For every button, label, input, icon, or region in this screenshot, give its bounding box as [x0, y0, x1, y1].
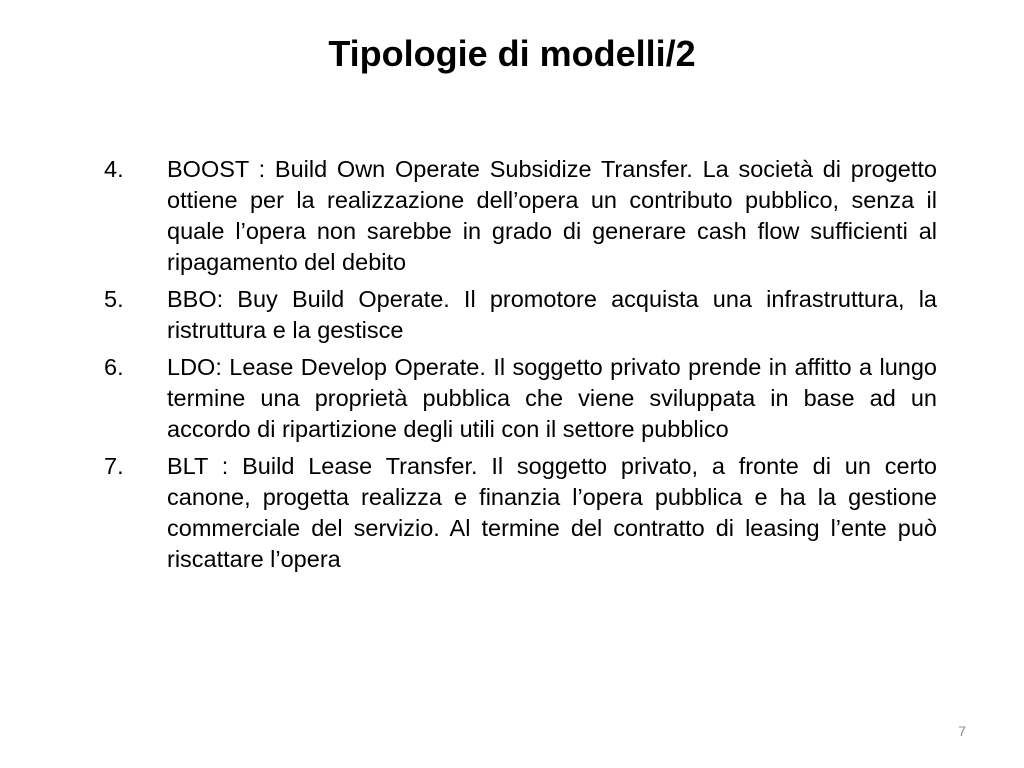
list-item-text: LDO: Lease Develop Operate. Il soggetto privato prende in affitto a lungo termine una proprietà pubblica che viene sviluppata in base ad un accordo di ripartizione degli utili con il settore pubblico — [167, 354, 937, 442]
list-item-number: 4. — [104, 156, 124, 182]
numbered-list — [104, 154, 937, 581]
page-number: 7 — [958, 723, 966, 739]
list-item — [104, 451, 937, 575]
list-item — [104, 352, 937, 445]
list-item — [104, 284, 937, 346]
list-item-number: 5. — [104, 286, 124, 312]
list-item-text: BOOST : Build Own Operate Subsidize Transfer. La società di progetto ottiene per la realizzazione dell’opera un contributo pubblico, senza il quale l’opera non sarebbe in grado di generare cash flow sufficienti al ripagamento del debito — [167, 156, 937, 275]
list-item-text: BBO: Buy Build Operate. Il promotore acquista una infrastruttura, la ristruttura e la gestisce — [167, 286, 937, 343]
list-item-text: BLT : Build Lease Transfer. Il soggetto privato, a fronte di un certo canone, progetta realizza e finanzia l’opera pubblica e ha la gestione commerciale del servizio. Al termine del contratto di leasing l’ente può riscattare l’opera — [167, 453, 937, 572]
list-item-number: 7. — [104, 453, 124, 479]
list-item-number: 6. — [104, 354, 124, 380]
list-item — [104, 154, 937, 278]
slide-title: Tipologie di modelli/2 — [328, 33, 696, 74]
